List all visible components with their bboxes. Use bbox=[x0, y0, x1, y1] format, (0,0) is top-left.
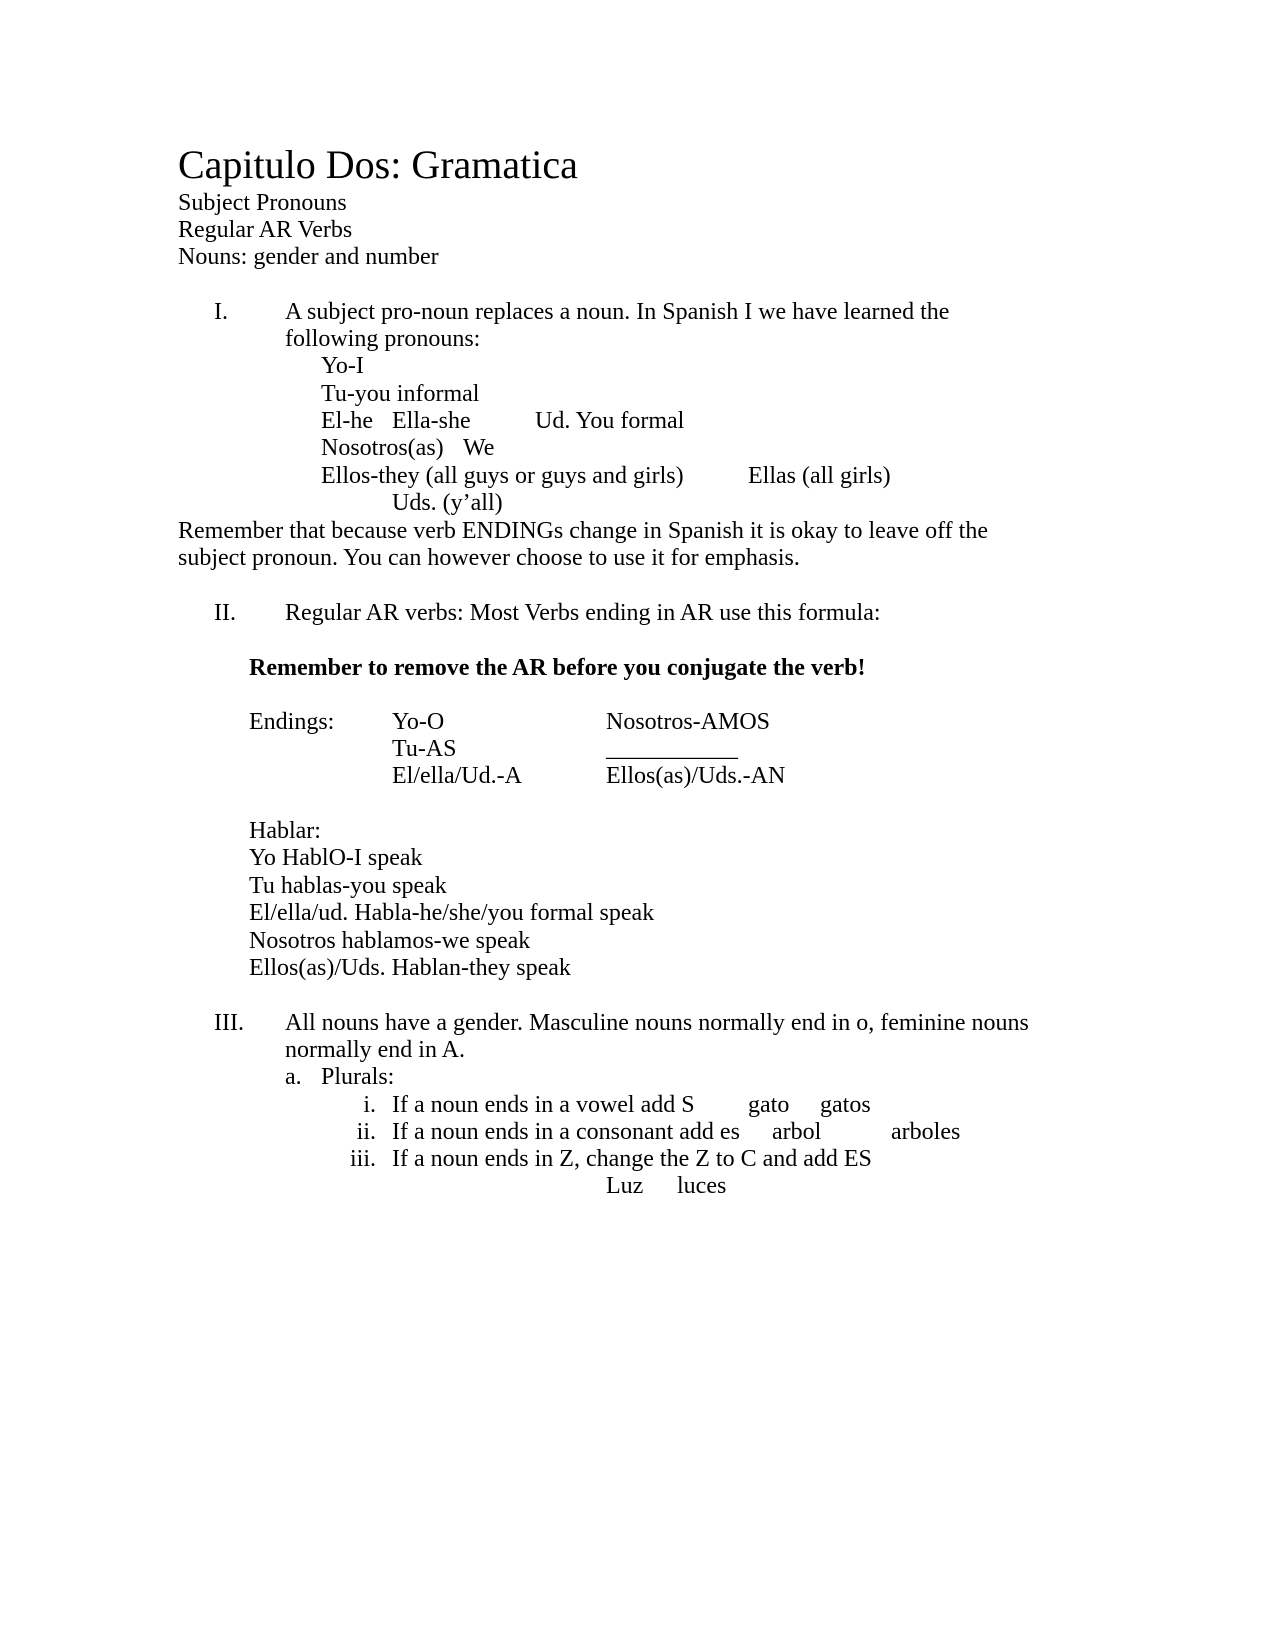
example-heading: Hablar: bbox=[249, 818, 321, 844]
pronoun-ella: Ella-she bbox=[392, 408, 471, 434]
section-3-text-line-2: normally end in A. bbox=[285, 1037, 465, 1063]
endings-label: Endings: bbox=[249, 709, 335, 735]
example-nosotros: Nosotros hablamos-we speak bbox=[249, 928, 531, 954]
rule-1-example-plural: gatos bbox=[820, 1092, 871, 1118]
topic-ar-verbs: Regular AR Verbs bbox=[178, 217, 353, 243]
section-2-numeral: II. bbox=[214, 600, 236, 626]
section-1-text-line-2: following pronouns: bbox=[285, 326, 481, 352]
section-1-text-line-1: A subject pro-noun replaces a noun. In Spanish I we have learned the bbox=[285, 299, 950, 325]
topic-nouns: Nouns: gender and number bbox=[178, 244, 439, 270]
sub-item-text: Plurals: bbox=[321, 1064, 395, 1090]
pronoun-el: El-he bbox=[321, 408, 373, 434]
example-tu: Tu hablas-you speak bbox=[249, 873, 447, 899]
ending-blank: ___________ bbox=[606, 736, 738, 762]
pronoun-nosotros: Nosotros(as) bbox=[321, 435, 444, 461]
pronoun-yo: Yo-I bbox=[321, 353, 364, 379]
example-yo: Yo HablO-I speak bbox=[249, 845, 423, 871]
pronoun-tu: Tu-you informal bbox=[321, 381, 480, 407]
rule-1-text: If a noun ends in a vowel add S bbox=[392, 1092, 695, 1118]
section-2-text: Regular AR verbs: Most Verbs ending in AR use this formula: bbox=[285, 600, 881, 626]
example-ellos: Ellos(as)/Uds. Hablan-they speak bbox=[249, 955, 571, 981]
rule-2-text: If a noun ends in a consonant add es bbox=[392, 1119, 740, 1145]
remember-line-2: subject pronoun. You can however choose to use it for emphasis. bbox=[178, 545, 800, 571]
page-title: Capitulo Dos: Gramatica bbox=[178, 142, 578, 187]
rule-3-example-singular: Luz bbox=[606, 1173, 644, 1199]
section-3-numeral: III. bbox=[214, 1010, 244, 1036]
example-el: El/ella/ud. Habla-he/she/you formal speak bbox=[249, 900, 655, 926]
pronoun-we: We bbox=[463, 435, 495, 461]
ending-ellos: Ellos(as)/Uds.-AN bbox=[606, 763, 786, 789]
rule-2-example-singular: arbol bbox=[772, 1119, 822, 1145]
section-3-text-line-1: All nouns have a gender. Masculine nouns normally end in o, feminine nouns bbox=[285, 1010, 1029, 1036]
rule-3-text: If a noun ends in Z, change the Z to C and add ES bbox=[392, 1146, 872, 1172]
section-1-numeral: I. bbox=[214, 299, 228, 325]
rule-2-example-plural: arboles bbox=[891, 1119, 961, 1145]
ending-tu: Tu-AS bbox=[392, 736, 457, 762]
remember-line-1: Remember that because verb ENDINGs change in Spanish it is okay to leave off the bbox=[178, 518, 988, 544]
ending-nosotros: Nosotros-AMOS bbox=[606, 709, 771, 735]
pronoun-ud: Ud. You formal bbox=[535, 408, 685, 434]
pronoun-ellas: Ellas (all girls) bbox=[748, 463, 891, 489]
rule-3-example-plural: luces bbox=[677, 1173, 727, 1199]
rule-3-number: iii. bbox=[349, 1146, 376, 1172]
pronoun-uds: Uds. (y’all) bbox=[392, 490, 503, 516]
ending-yo: Yo-O bbox=[392, 709, 445, 735]
ending-el: El/ella/Ud.-A bbox=[392, 763, 522, 789]
rule-2-number: ii. bbox=[356, 1119, 376, 1145]
rule-1-number: i. bbox=[363, 1092, 376, 1118]
topic-subject-pronouns: Subject Pronouns bbox=[178, 190, 347, 216]
rule-1-example-singular: gato bbox=[748, 1092, 790, 1118]
sub-item-label: a. bbox=[285, 1064, 302, 1090]
section-2-bold-note: Remember to remove the AR before you conjugate the verb! bbox=[249, 655, 866, 681]
pronoun-ellos: Ellos-they (all guys or guys and girls) bbox=[321, 463, 684, 489]
